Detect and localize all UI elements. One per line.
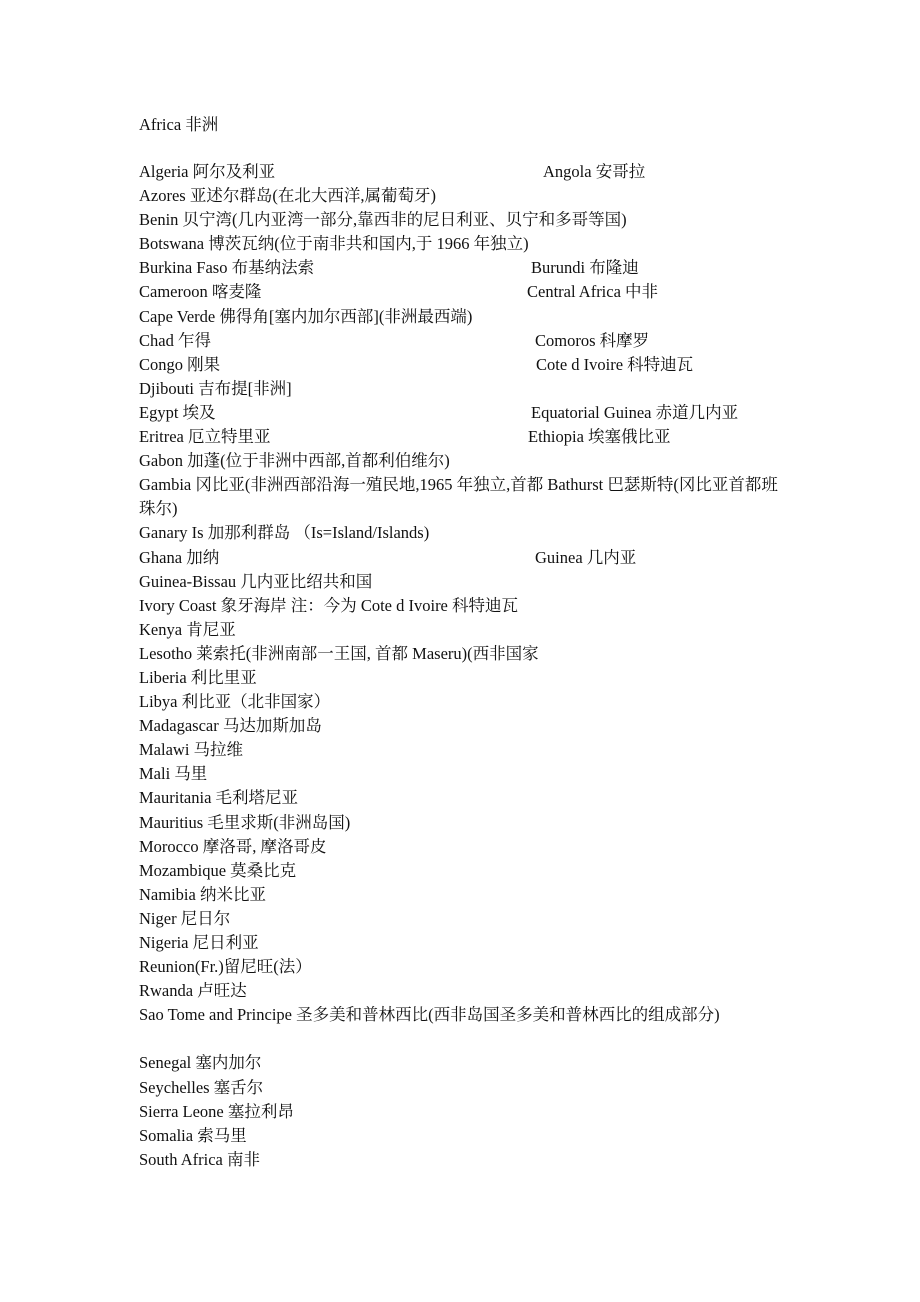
list-item: [139, 714, 789, 738]
list-item: [139, 690, 789, 714]
entry-text: Benin 贝宁湾(几内亚湾一部分,靠西非的尼日利亚、贝宁和多哥等国): [139, 210, 627, 230]
list-item: [139, 594, 789, 618]
list-item: [139, 1003, 789, 1051]
entry-text: Ghana 加纳: [139, 547, 220, 567]
entry-text: Mauritius 毛里求斯(非洲岛国): [139, 812, 351, 832]
entry-text: Nigeria 尼日利亚: [139, 933, 259, 952]
entry-text: Reunion(Fr.)留尼旺(法）: [139, 957, 312, 977]
entry-text-second-column: Cote d Ivoire 科特迪瓦: [536, 354, 694, 374]
entry-text: Guinea-Bissau 几内亚比绍共和国: [139, 571, 373, 591]
list-item: [139, 546, 789, 570]
list-item: [139, 1148, 789, 1172]
list-item: [139, 208, 789, 232]
entry-text: Niger 尼日尔: [139, 908, 231, 928]
list-item: [139, 377, 789, 401]
entry-text: Egypt 埃及: [139, 402, 216, 422]
list-item: [139, 955, 789, 979]
entry-text: Ganary Is 加那利群岛 （Is=Island/Islands): [139, 523, 430, 543]
list-item: [139, 762, 789, 786]
entry-text: Azores 亚述尔群岛(在北大西洋,属葡萄牙): [139, 186, 436, 206]
entry-text: Namibia 纳米比亚: [139, 884, 266, 904]
list-item: [139, 473, 789, 521]
list-item: [139, 401, 789, 425]
entry-text: Congo 刚果: [139, 354, 221, 374]
entry-text: Morocco 摩洛哥, 摩洛哥皮: [139, 836, 327, 856]
list-item: [139, 256, 789, 280]
entry-text: Lesotho 莱索托(非洲南部一王国, 首都 Maseru)(西非国家: [139, 643, 539, 663]
entry-text: Rwanda 卢旺达: [139, 981, 247, 1001]
entry-text: Kenya 肯尼亚: [139, 619, 236, 639]
list-item: [139, 449, 789, 473]
list-item: [139, 280, 789, 304]
entry-text: Sao Tome and Principe 圣多美和普林西比(西非岛国圣多美和普林西比的组成部分): [139, 1005, 720, 1025]
list-item: [139, 232, 789, 256]
entry-text: Sierra Leone 塞拉利昂: [139, 1101, 294, 1121]
list-item: [139, 305, 789, 329]
list-item: [139, 738, 789, 762]
list-item: [139, 353, 789, 377]
entry-text: Ivory Coast 象牙海岸 注：今为 Cote d Ivoire 科特迪瓦: [139, 595, 519, 615]
entry-text-second-column: Angola 安哥拉: [543, 162, 646, 181]
entry-text: Somalia 索马里: [139, 1125, 247, 1145]
entry-text: Senegal 塞内加尔: [139, 1053, 262, 1073]
entry-text: Chad 乍得: [139, 330, 211, 350]
entry-text: Malawi 马拉维: [139, 740, 244, 760]
entry-text: South Africa 南非: [139, 1149, 260, 1169]
entry-text: Burkina Faso 布基纳法索: [139, 258, 315, 278]
list-item: [139, 1076, 789, 1100]
entry-text: Liberia 利比里亚: [139, 667, 257, 687]
list-item: [139, 907, 789, 931]
entry-text: Algeria 阿尔及利亚: [139, 162, 276, 181]
entry-text: Gabon 加蓬(位于非洲中西部,首都利伯维尔): [139, 451, 450, 471]
list-item: [139, 184, 789, 208]
list-item: [139, 811, 789, 835]
entry-text: Gambia 冈比亚(非洲西部沿海一殖民地,1965 年独立,首都 Bathurst 巴瑟斯特(冈比亚首都班珠尔): [139, 475, 778, 519]
list-item: [139, 425, 789, 449]
entry-text-second-column: Burundi 布隆迪: [531, 258, 639, 278]
list-item: [139, 859, 789, 883]
entry-text-second-column: Comoros 科摩罗: [535, 330, 650, 350]
entry-text: Madagascar 马达加斯加岛: [139, 716, 322, 736]
entry-text: Djibouti 吉布提[非洲]: [139, 378, 292, 398]
entry-text-second-column: Guinea 几内亚: [535, 547, 637, 567]
entry-text: Libya 利比亚（北非国家）: [139, 692, 331, 712]
list-item: [139, 618, 789, 642]
list-item: [139, 666, 789, 690]
list-item: [139, 160, 789, 184]
list-item: [139, 786, 789, 810]
entry-text-second-column: Ethiopia 埃塞俄比亚: [528, 427, 671, 447]
list-item: [139, 1051, 789, 1075]
list-item: [139, 979, 789, 1003]
entry-text: Eritrea 厄立特里亚: [139, 427, 271, 447]
entry-text: Cameroon 喀麦隆: [139, 282, 262, 302]
section-heading: Africa 非洲: [139, 115, 219, 134]
list-item: [139, 570, 789, 594]
list-item: [139, 329, 789, 353]
entry-text: Mauritania 毛利塔尼亚: [139, 788, 299, 808]
entry-text: Botswana 博茨瓦纳(位于南非共和国内,于 1966 年独立): [139, 234, 529, 254]
entry-text: Mozambique 莫桑比克: [139, 860, 297, 880]
list-item: [139, 835, 789, 859]
list-item: [139, 642, 789, 666]
entry-text: Seychelles 塞舌尔: [139, 1077, 264, 1097]
list-item: [139, 883, 789, 907]
list-item: [139, 521, 789, 545]
list-item: [139, 1124, 789, 1148]
list-item: [139, 931, 789, 955]
entry-text: Cape Verde 佛得角[塞内加尔西部](非洲最西端): [139, 306, 473, 326]
entry-text-second-column: Central Africa 中非: [527, 282, 659, 302]
entry-text-second-column: Equatorial Guinea 赤道几内亚: [531, 402, 739, 422]
list-item: [139, 1100, 789, 1124]
entry-text: Mali 马里: [139, 764, 208, 784]
country-list: [139, 160, 789, 1172]
